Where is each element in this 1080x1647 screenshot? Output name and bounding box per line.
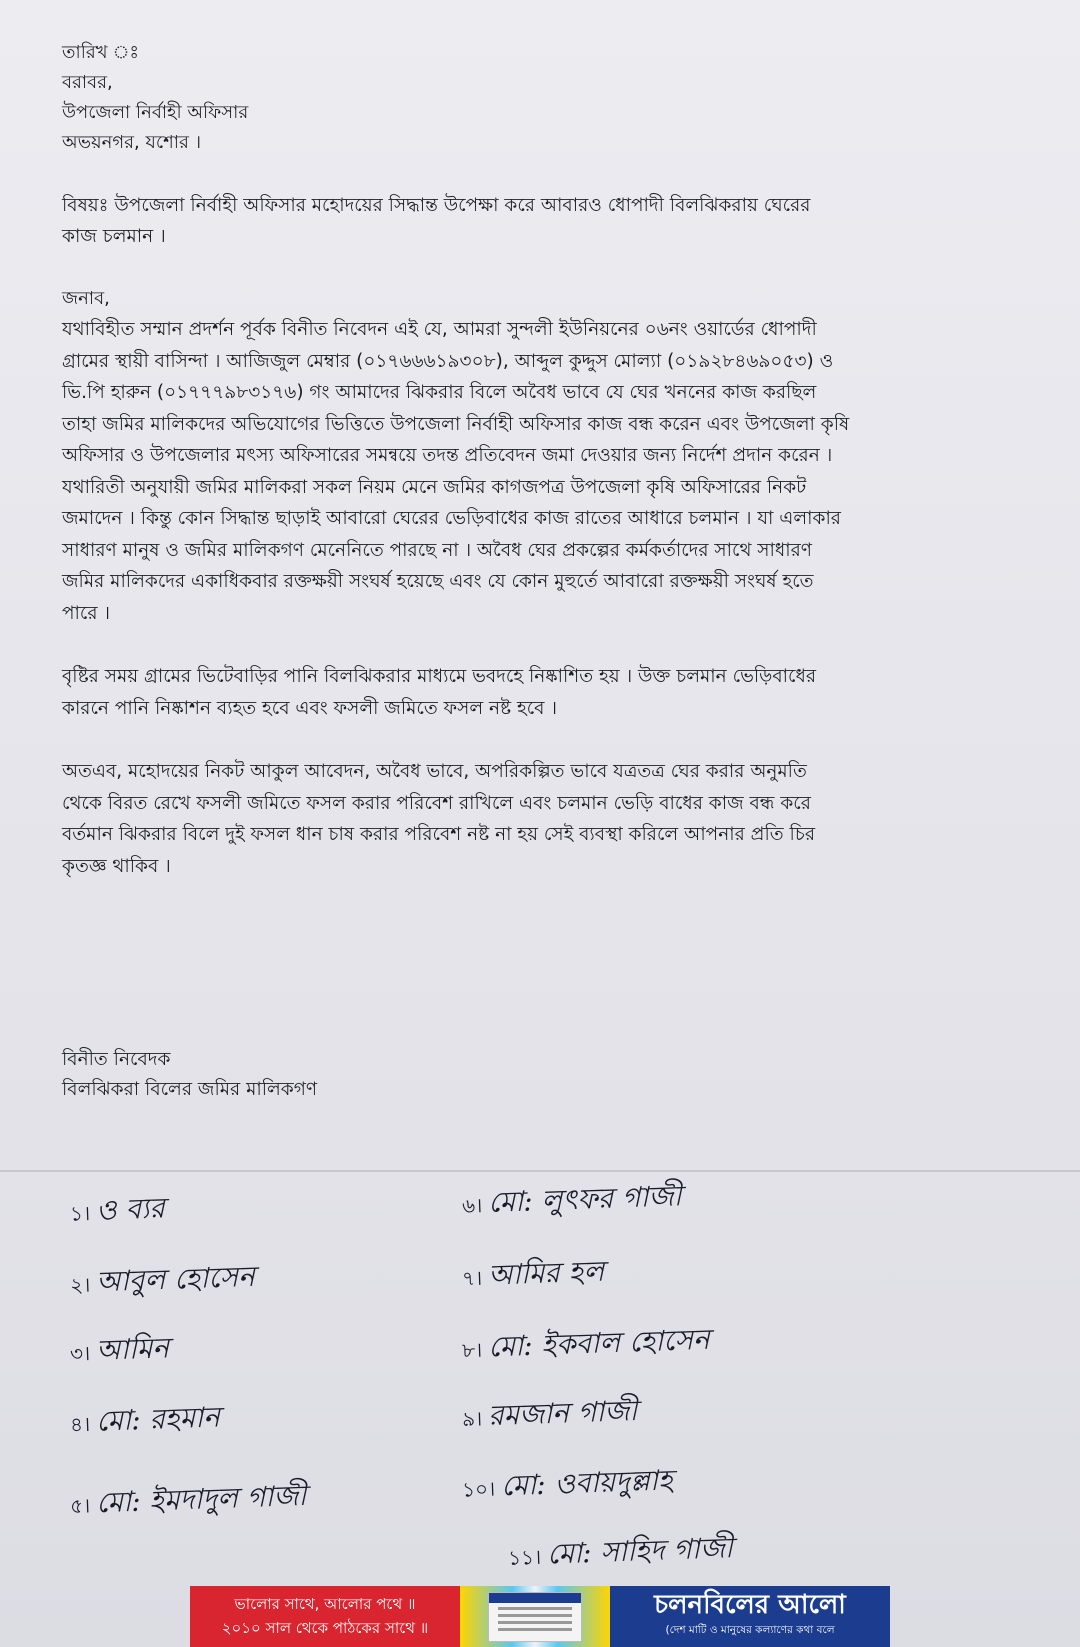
footer-slogan: (দেশ মাটি ও মানুষের কল্যাণের কথা বলে <box>665 1624 835 1636</box>
newspaper-footer-banner <box>190 1586 890 1647</box>
paragraph-line: জমির মালিকদের একাধিকবার রক্তক্ষয়ী সংঘর্ষ হয়েছে এবং যে কোন মুহুর্তে আবারো রক্তক্ষয়ী সংঘর্ষ হতে <box>62 571 814 592</box>
date-label: তারিখ ঃ <box>62 42 140 63</box>
closing-block <box>62 1045 317 1105</box>
paragraph-line: পারে । <box>62 602 111 624</box>
paragraph-line: অফিসার ও উপজেলার মৎস্য অফিসারের সমন্বয়ে তদন্ত প্রতিবেদন জমা দেওয়ার জন্য নির্দেশ প্রদান করেন । <box>62 445 833 466</box>
signature-11: ১১। মো: সাহিদ গাজী <box>507 1531 734 1571</box>
paragraph-line: অতএব, মহোদয়ের নিকট আকুল আবেদন, অবৈধ ভাবে, অপরিকল্পিত ভাবে যত্রতত্র ঘের করার অনুমতি <box>62 761 807 782</box>
signature-4: ৪। মো: রহমান <box>69 1400 221 1438</box>
footer-tagline-block <box>190 1586 460 1647</box>
paragraph-1 <box>62 314 1037 629</box>
paragraph-line: গ্রামের স্থায়ী বাসিন্দা । আজিজুল মেম্বার (০১৭৬৬৬১৯৩০৮), আব্দুল কুদ্দুস মোল্যা (০১৯২৮৪৬৯০৫৩) ও <box>62 350 834 372</box>
footer-newspaper-thumbnail <box>460 1586 610 1647</box>
footer-brand-block <box>610 1586 890 1647</box>
subject-line: কাজ চলমান । <box>62 226 166 247</box>
paragraph-2 <box>62 661 1037 724</box>
signature-5: ৫। মো: ইমদাদুল গাজী <box>69 1478 307 1520</box>
paper-fold-line <box>0 1170 1080 1172</box>
signature-1: ১। ও ব্যর <box>69 1191 166 1227</box>
paragraph-3 <box>62 756 1037 882</box>
recipient: উপজেলা নির্বাহী অফিসার <box>62 102 249 123</box>
paragraph-line: তাহা জমির মালিকদের অভিযোগের ভিত্তিতে উপজেলা নির্বাহী অফিসার কাজ বন্ধ করেন এবং উপজেলা কৃষি <box>62 413 850 435</box>
footer-tagline-2: ২০১০ সাল থেকে পাঠকের সাথে ॥ <box>221 1619 429 1637</box>
paragraph-line: বৃষ্টির সময় গ্রামের ভিটেবাড়ির পানি বিলঝিকরার মাধ্যমে ভবদহে নিষ্কাশিত হয় । উক্ত চলমান ভেড়িবাধের <box>62 666 817 687</box>
paragraph-line: যথাবিহীত সম্মান প্রদর্শন পূর্বক বিনীত নিবেদন এই যে, আমরা সুন্দলী ইউনিয়নের ০৬নং ওয়ার্ডের ধোপাদী <box>62 319 817 340</box>
paragraph-line: যথারিতী অনুযায়ী জমির মালিকরা সকল নিয়ম মেনে জমির কাগজপত্র উপজেলা কৃষি অফিসারের নিকট <box>62 476 807 498</box>
newspaper-thumbnail-icon <box>488 1592 582 1642</box>
signature-9: ৯। রমজান গাজী <box>461 1393 638 1433</box>
addressee-to: বরাবর, <box>62 72 113 93</box>
signature-3: ৩। আমিন <box>69 1331 170 1367</box>
paragraph-line: কৃতজ্ঞ থাকিব । <box>62 855 171 877</box>
paragraph-line: ভি.পি হারুন (০১৭৭৭৯৮৩১৭৬) গং আমাদের ঝিকরার বিলে অবৈধ ভাবে যে ঘের খননের কাজ করছিল <box>62 382 817 403</box>
closing: বিনীত নিবেদক <box>62 1049 171 1070</box>
signature-2: ২। আবুল হোসেন <box>69 1259 256 1299</box>
salutation: জনাব, <box>62 288 110 309</box>
subject <box>62 190 992 252</box>
letter-body <box>62 38 1032 882</box>
signatory-group: বিলঝিকরা বিলের জমির মালিকগণ <box>62 1079 318 1100</box>
recipient-location: অভয়নগর, যশোর । <box>62 132 202 153</box>
paragraph-line: সাধারণ মানুষ ও জমির মালিকগণ মেনেনিতে পারছে না । অবৈধ ঘের প্রকল্পের কর্মকর্তাদের সাথে সাধারণ <box>62 539 812 561</box>
paragraph-line: কারনে পানি নিষ্কাশন ব্যহত হবে এবং ফসলী জমিতে ফসল নষ্ট হবে । <box>62 697 557 719</box>
paragraph-line: জমাদেন । কিন্তু কোন সিদ্ধান্ত ছাড়াই আবারো ঘেরের ভেড়িবাধের কাজ রাতের আধারে চলমান । যা এলাকার <box>62 508 841 529</box>
paragraph-line: বর্তমান ঝিকরার বিলে দুই ফসল ধান চাষ করার পরিবেশ নষ্ট না হয় সেই ব্যবস্থা করিলে আপনার প্রতি চির <box>62 824 816 845</box>
subject-line: বিষয়ঃ উপজেলা নির্বাহী অফিসার মহোদয়ের সিদ্ধান্ত উপেক্ষা করে আবারও ধোপাদী বিলঝিকরায় ঘেরের <box>62 195 811 216</box>
footer-tagline-1: ভালোর সাথে, আলোর পথে ॥ <box>234 1595 416 1613</box>
signature-7: ৭। আমির হল <box>461 1254 605 1292</box>
footer-brand-logo: চলনবিলের আলো <box>654 1590 846 1620</box>
signature-6: ৬। মো: লুৎফর গাজী <box>461 1179 683 1219</box>
signature-8: ৮। মো: ইকবাল হোসেন <box>461 1322 711 1364</box>
signature-10: ১০। মো: ওবায়দুল্লাহ <box>461 1463 674 1503</box>
paragraph-line: থেকে বিরত রেখে ফসলী জমিতে ফসল করার পরিবেশ রাখিলে এবং চলমান ভেড়ি বাধের কাজ বন্ধ করে <box>62 792 811 814</box>
